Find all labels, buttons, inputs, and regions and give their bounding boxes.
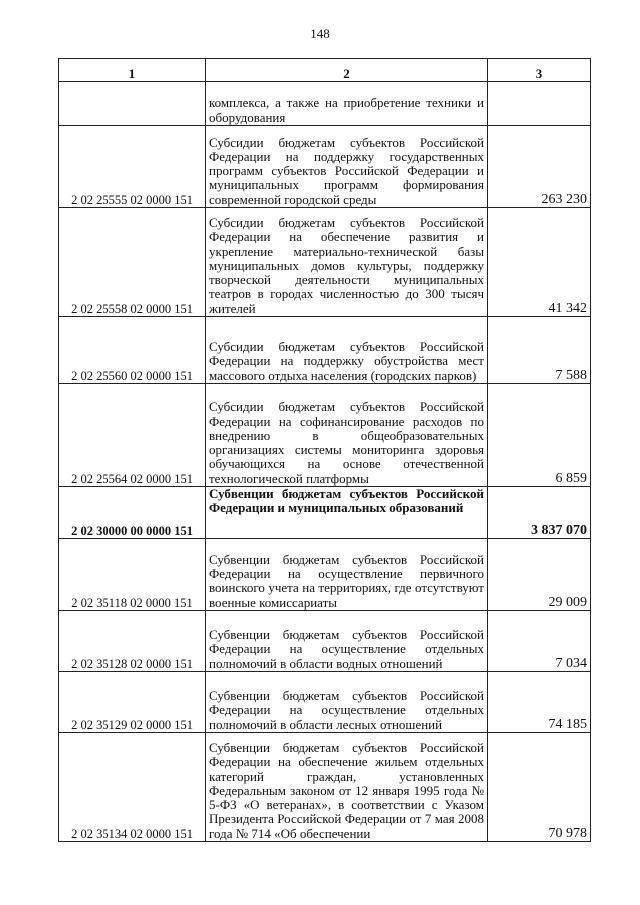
page-number: 148	[310, 26, 330, 41]
table-row	[59, 208, 591, 317]
row-description: Субвенции бюджетам субъектов Российской Федерации и муниципальных образований	[206, 487, 488, 539]
row-amount: 6 859	[488, 384, 591, 487]
row-description: Субвенции бюджетам субъектов Российской Федерации на осуществление отдельных полномочий в области лесных отношений	[206, 672, 488, 733]
table-row	[59, 487, 591, 539]
row-amount: 263 230	[488, 126, 591, 208]
table-row	[59, 82, 591, 126]
table-row	[59, 611, 591, 672]
row-description: Субвенции бюджетам субъектов Российской Федерации на обеспечение жильем отдельных категорий граждан, установленных Федеральным законом от 12 января 1995 года № 5-ФЗ «О ветеранах», в соответствии с Указом Президента Российской Федерации от 7 мая 2008 года № 714 «Об обеспечении	[206, 733, 488, 842]
row-code: 2 02 35128 02 0000 151	[59, 611, 206, 672]
row-description: Субсидии бюджетам субъектов Российской Федерации на софинансирование расходов по внедрению в общеобразовательных организациях системы мониторинга здоровья обучающихся на основе отечественной технологической платформы	[206, 384, 488, 487]
row-description: Субсидии бюджетам субъектов Российской Федерации на поддержку обустройства мест массового отдыха населения (городских парков)	[206, 317, 488, 384]
row-code: 2 02 25555 02 0000 151	[59, 126, 206, 208]
table-row	[59, 317, 591, 384]
row-description: Субсидии бюджетам субъектов Российской Федерации на обеспечение развития и укрепление материально-технической базы муниципальных домов культуры, поддержку творческой деятельности муниципальных театров в городах численностью до 300 тысяч жителей	[206, 208, 488, 317]
header-col-3: 3	[488, 59, 591, 82]
row-description: Субсидии бюджетам субъектов Российской Федерации на поддержку государственных программ субъектов Российской Федерации и муниципальных программ формирования современной городской среды	[206, 126, 488, 208]
row-description: комплекса, а также на приобретение техники и оборудования	[206, 82, 488, 126]
row-description: Субвенции бюджетам субъектов Российской Федерации на осуществление отдельных полномочий в области водных отношений	[206, 611, 488, 672]
header-col-1: 1	[59, 59, 206, 82]
table-row	[59, 733, 591, 842]
row-amount: 3 837 070	[488, 487, 591, 539]
row-code: 2 02 35134 02 0000 151	[59, 733, 206, 842]
row-code: 2 02 25564 02 0000 151	[59, 384, 206, 487]
row-code: 2 02 35129 02 0000 151	[59, 672, 206, 733]
row-description: Субвенции бюджетам субъектов Российской Федерации на осуществление первичного воинского учета на территориях, где отсутствуют военные комиссариаты	[206, 539, 488, 611]
row-code: 2 02 25558 02 0000 151	[59, 208, 206, 317]
table-row	[59, 126, 591, 208]
row-amount: 29 009	[488, 539, 591, 611]
row-code: 2 02 30000 00 0000 151	[59, 487, 206, 539]
row-amount: 41 342	[488, 208, 591, 317]
table-row	[59, 384, 591, 487]
table-row	[59, 539, 591, 611]
row-code	[59, 82, 206, 126]
row-amount: 74 185	[488, 672, 591, 733]
row-code: 2 02 35118 02 0000 151	[59, 539, 206, 611]
table-row	[59, 672, 591, 733]
budget-table	[58, 58, 591, 842]
row-amount: 70 978	[488, 733, 591, 842]
row-code: 2 02 25560 02 0000 151	[59, 317, 206, 384]
table-header	[59, 59, 591, 82]
row-amount	[488, 82, 591, 126]
row-amount: 7 034	[488, 611, 591, 672]
header-col-2: 2	[206, 59, 488, 82]
row-amount: 7 588	[488, 317, 591, 384]
